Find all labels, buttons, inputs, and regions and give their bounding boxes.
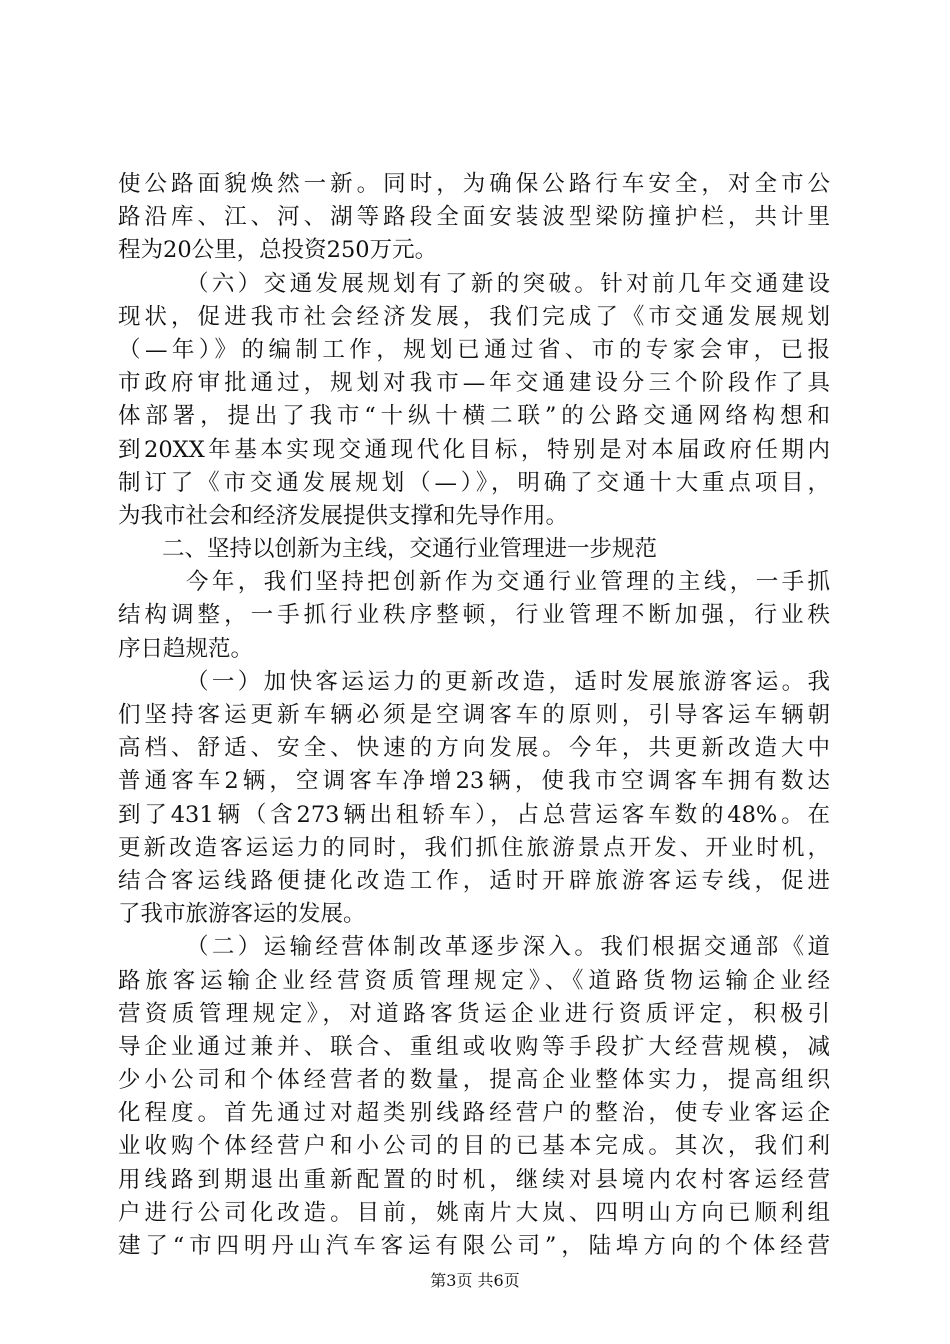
text-line: 制订了《市交通发展规划（—）》，明确了交通十大重点项目， [118, 469, 830, 496]
text-line: 为我市社会和经济发展提供支撑和先导作用。 [118, 502, 569, 529]
text-line: 到了431辆（含273辆出租轿车），占总营运客车数的48%。在 [118, 801, 830, 828]
text-line: 现状，促进我市社会经济发展，我们完成了《市交通发展规划 [118, 303, 830, 330]
paragraph-start-line: 今年，我们坚持把创新作为交通行业管理的主线，一手抓 [186, 569, 830, 596]
text-line: 结构调整，一手抓行业秩序整顿，行业管理不断加强，行业秩 [118, 602, 830, 629]
text-line: 了我市旅游客运的发展。 [118, 901, 366, 928]
paragraph-start-line: （二）运输经营体制改革逐步深入。我们根据交通部《道 [186, 934, 830, 961]
section-heading: 二、坚持以创新为主线，交通行业管理进一步规范 [162, 536, 658, 563]
text-line: （—年）》的编制工作，规划已通过省、市的专家会审，已报 [118, 336, 830, 363]
text-line: 用线路到期退出重新配置的时机，继续对县境内农村客运经营 [118, 1166, 830, 1193]
text-line: 业收购个体经营户和小公司的目的已基本完成。其次，我们利 [118, 1133, 830, 1160]
text-line: 到20XX年基本实现交通现代化目标，特别是对本届政府任期内 [118, 436, 830, 463]
page-number-footer: 第3页 共6页 [430, 1271, 520, 1290]
text-line: 营资质管理规定》，对道路客货运企业进行资质评定，积极引 [118, 1000, 830, 1027]
text-line: 更新改造客运运力的同时，我们抓住旅游景点开发、开业时机， [118, 834, 830, 861]
text-line: 少小公司和个体经营者的数量，提高企业整体实力，提高组织 [118, 1067, 830, 1094]
text-line: 导企业通过兼并、联合、重组或收购等手段扩大经营规模，减 [118, 1033, 830, 1060]
text-line: 使公路面貌焕然一新。同时，为确保公路行车安全，对全市公 [118, 171, 830, 197]
text-line: 程为20公里，总投资250万元。 [118, 237, 438, 264]
text-line: 路沿库、江、河、湖等路段全面安装波型梁防撞护栏，共计里 [118, 204, 830, 231]
text-line: 体部署，提出了我市“十纵十横二联”的公路交通网络构想和 [118, 403, 830, 430]
text-line: 高档、舒适、安全、快速的方向发展。今年，共更新改造大中 [118, 735, 830, 762]
paragraph-start-line: （六）交通发展规划有了新的突破。针对前几年交通建设 [186, 270, 830, 297]
text-line: 户进行公司化改造。目前，姚南片大岚、四明山方向已顺利组 [118, 1199, 830, 1226]
text-line: 序日趋规范。 [118, 635, 254, 662]
paragraph-start-line: （一）加快客运运力的更新改造，适时发展旅游客运。我 [186, 668, 830, 695]
document-body [118, 168, 830, 1263]
text-line: 结合客运线路便捷化改造工作，适时开辟旅游客运专线，促进 [118, 867, 830, 894]
text-line: 们坚持客运更新车辆必须是空调客车的原则，引导客运车辆朝 [118, 702, 830, 728]
text-line: 路旅客运输企业经营资质管理规定》、《道路货物运输企业经 [118, 967, 830, 994]
text-line: 化程度。首先通过对超类别线路经营户的整治，使专业客运企 [118, 1100, 830, 1127]
text-line: 建了“市四明丹山汽车客运有限公司”，陆埠方向的个体经营 [118, 1233, 830, 1259]
text-line: 普通客车2辆，空调客车净增23辆，使我市空调客车拥有数达 [118, 768, 830, 795]
text-line: 市政府审批通过，规划对我市—年交通建设分三个阶段作了具 [118, 370, 830, 397]
